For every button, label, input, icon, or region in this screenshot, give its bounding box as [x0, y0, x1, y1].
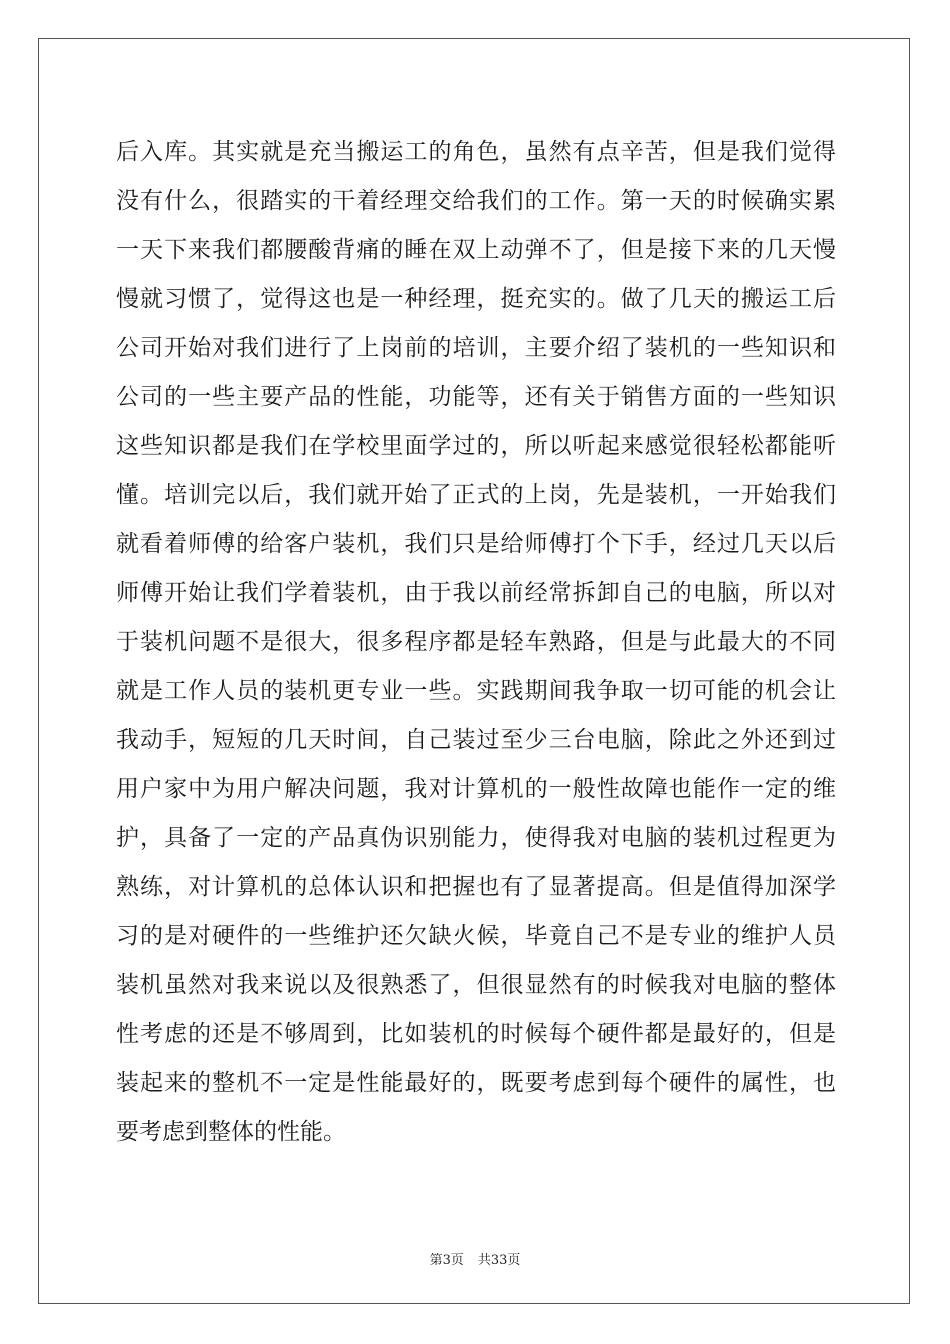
text-line: 没有什么，很踏实的干着经理交给我们的工作。第一天的时候确实累	[116, 188, 836, 214]
text-line: 就看着师傅的给客户装机，我们只是给师傅打个下手，经过几天以后	[116, 531, 836, 557]
text-line: 性考虑的还是不够周到，比如装机的时候每个硬件都是最好的，但是	[116, 1021, 836, 1047]
text-line: 装起来的整机不一定是性能最好的，既要考虑到每个硬件的属性，也	[116, 1070, 836, 1096]
page-total: 共33页	[477, 1253, 521, 1268]
text-line: 习的是对硬件的一些维护还欠缺火候，毕竟自己不是专业的维护人员	[116, 923, 836, 949]
text-line: 慢就习惯了，觉得这也是一种经理，挺充实的。做了几天的搬运工后	[116, 286, 836, 312]
text-line: 护，具备了一定的产品真伪识别能力，使得我对电脑的装机过程更为	[116, 825, 836, 851]
text-line: 装机虽然对我来说以及很熟悉了，但很显然有的时候我对电脑的整体	[116, 972, 836, 998]
page-footer	[0, 1249, 950, 1268]
page-number: 第3页	[429, 1253, 464, 1268]
text-line: 用户家中为用户解决问题，我对计算机的一般性故障也能作一定的维	[116, 776, 836, 802]
text-line: 熟练，对计算机的总体认识和把握也有了显著提高。但是值得加深学	[116, 874, 836, 900]
text-line: 后入库。其实就是充当搬运工的角色，虽然有点辛苦，但是我们觉得	[116, 139, 836, 165]
text-line: 一天下来我们都腰酸背痛的睡在双上动弹不了，但是接下来的几天慢	[116, 237, 836, 263]
text-line: 要考虑到整体的性能。	[116, 1119, 346, 1145]
text-line: 公司的一些主要产品的性能，功能等，还有关于销售方面的一些知识	[116, 384, 836, 410]
text-line: 我动手，短短的几天时间，自己装过至少三台电脑，除此之外还到过	[116, 727, 836, 753]
text-line: 懂。培训完以后，我们就开始了正式的上岗，先是装机，一开始我们	[116, 482, 836, 508]
body-text	[116, 128, 836, 1157]
text-line: 就是工作人员的装机更专业一些。实践期间我争取一切可能的机会让	[116, 678, 836, 704]
text-line: 于装机问题不是很大，很多程序都是轻车熟路，但是与此最大的不同	[116, 629, 836, 655]
text-line: 这些知识都是我们在学校里面学过的，所以听起来感觉很轻松都能听	[116, 433, 836, 459]
text-line: 公司开始对我们进行了上岗前的培训，主要介绍了装机的一些知识和	[116, 335, 836, 361]
text-line: 师傅开始让我们学着装机，由于我以前经常拆卸自己的电脑，所以对	[116, 580, 836, 606]
